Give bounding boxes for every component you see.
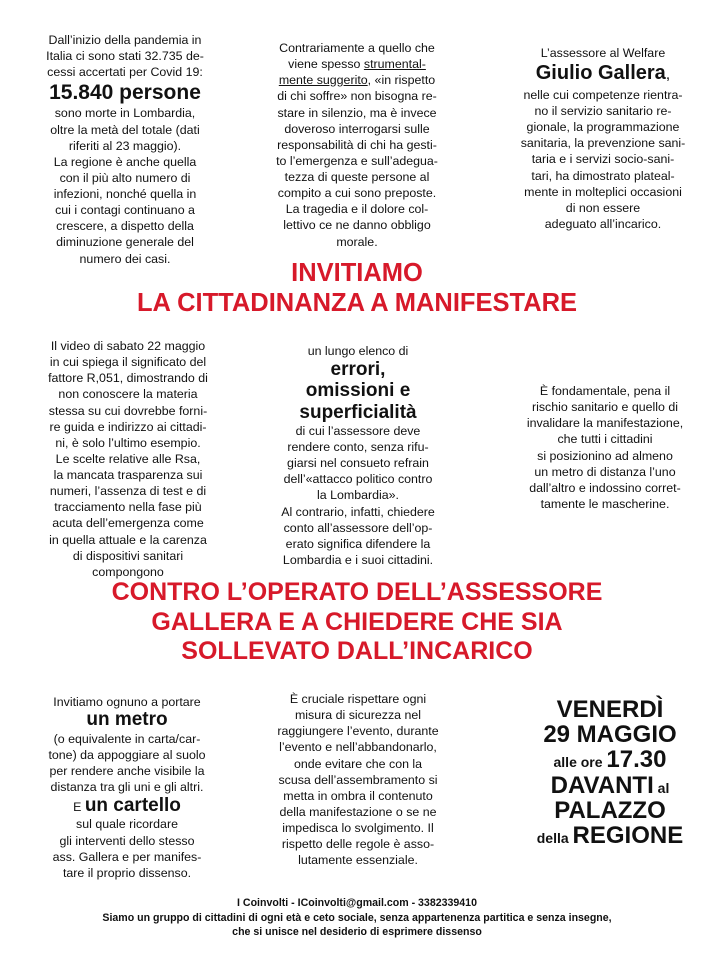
errors-highlight: errori, [330,359,386,381]
safety-line: invalidare la manifestazione, [526,416,684,431]
event-date: 29 MAGGIO [543,721,677,749]
errors-highlight: superficialità [299,401,417,423]
assessore-line: nelle cui competenze rientra- [523,87,683,102]
comma: , [665,66,671,84]
footer-description: Siamo un gruppo di cittadini di ogni età e ceto sociale, senza appartenenza partitica e senza insegne, [102,911,612,924]
video-column [18,338,238,580]
assessore-line: di non essere [565,200,641,215]
bring-line: sul quale ricordare [76,817,178,832]
headline-line: SOLLEVATO DALL’INCARICO [181,637,533,665]
errors-line: Lombardia e i suoi cittadini. [282,552,434,567]
video-line: stessa su cui dovrebbe forni- [48,403,208,418]
video-line: re guida e indirizzo ai cittadi- [49,419,207,434]
safety-line: si posizionino ad almeno [537,448,673,463]
errors-line: giarsi nel consueto refrain [287,456,429,471]
errors-line: dell’«attacco politico contro [283,472,433,487]
security-line: raggiungere l’evento, durante [277,724,439,739]
safety-line: che tutti i cittadini [557,432,653,447]
assessore-line: mente in molteplici occasioni [524,184,682,199]
bring-line: distanza tra gli uni e gli altri. [50,780,204,795]
event-front: DAVANTI [550,771,654,799]
safety-line: rischio sanitario e quello di [531,400,678,415]
event-time-line [520,747,700,772]
event-at: alle ore [553,754,607,771]
security-line: impedisca lo svolgimento. Il [282,821,434,835]
assessore-name: Giulio Gallera [535,62,666,85]
security-line: lutamente essenziale. [298,853,418,868]
assessore-column [503,45,703,232]
assessore-line: tari, ha dimostrato plateal- [531,168,675,183]
errors-highlight: omissioni e [305,380,411,402]
resp-line: responsabilità di chi ha gesti- [277,137,437,152]
security-column [258,691,458,868]
footer [0,896,714,940]
assessore-line: gionale, la programmazione [526,120,680,135]
event-al: al [653,779,670,796]
errors-line: conto all’assessore dell’op- [283,520,433,535]
resp-line [257,56,457,72]
security-line: metta in ombra il contenuto [283,788,433,803]
responsibility-column [257,40,457,250]
stats-line: con il più alto numero di [59,170,191,185]
bring-items-column [18,694,236,881]
resp-line: lettivo ce ne danno obbligo [283,218,431,233]
headline-line: CONTRO L’OPERATO DELL’ASSESSORE [111,578,603,606]
headline-invitation [0,258,714,318]
resp-line: to l’emergenza e sull’adegua- [276,153,438,168]
stats-line: oltre la metà del totale (dati [50,122,200,137]
resp-line: morale. [336,234,378,249]
assessore-name-line [503,62,703,86]
stats-line: sono morte in Lombardia, [54,106,196,121]
assessore-line: taria e i servizi socio-sani- [531,152,675,167]
event-palazzo: PALAZZO [554,796,666,824]
assessore-role: L’assessore al Welfare [540,46,666,60]
event-della: della [536,829,573,846]
footer-contact: I Coinvolti - ICoinvolti@gmail.com - 3382339410 [237,897,477,909]
stats-line: diminuzione generale del [56,235,194,250]
assessore-line: no il servizio sanitario re- [534,104,672,119]
resp-line: Contrariamente a quello che [279,41,435,55]
safety-line: un metro di distanza l’uno [534,464,676,479]
headline-line: INVITIAMO [291,259,423,287]
video-line: la mancata trasparenza sui [53,468,203,482]
video-line: tracciamento nella fase più [54,500,202,515]
headline-demand [0,578,714,667]
stats-line: cui i contagi continuano a [55,203,195,218]
event-day: VENERDÌ [556,696,664,723]
bring-line: ass. Gallera e per manifes- [52,849,202,864]
resp-line: compito a cui sono preposte. [277,186,437,201]
assessore-line: sanitaria, la prevenzione sani- [520,136,686,151]
errors-column [258,343,458,568]
errors-line: erato significa difendere la [285,536,431,551]
security-line: della manifestazione o se ne [279,804,437,819]
bring-line: tare il proprio dissenso. [62,865,192,880]
video-line: numeri, l’assenza di test e di [49,484,207,499]
errors-intro: un lungo elenco di [307,344,409,358]
safety-line: È fondamentale, pena il [539,384,671,398]
resp-line [257,72,457,88]
security-line: l’evento e nell’abbandonarlo, [279,740,437,755]
bring-line: tone) da appoggiare al suolo [48,748,206,763]
resp-text: , «in rispetto [367,73,436,88]
event-time: 17.30 [606,746,667,774]
resp-line: di chi soffre» non bisogna re- [277,89,437,104]
errors-line: Al contrario, infatti, chiedere [281,504,435,519]
event-regione-line [520,823,700,848]
video-line: acuta dell’emergenza come [52,516,204,531]
bring-cartello: un cartello [84,794,181,816]
video-line: non conoscere la materia [58,387,198,402]
pandemic-stats-column [20,32,230,267]
errors-line: rendere conto, senza rifu- [287,440,429,455]
security-line: rispetto delle regole è asso- [281,837,435,852]
video-line: fattore R,051, dimostrando di [48,371,208,386]
bring-line: gli interventi dello stesso [59,833,195,848]
bring-e: E [73,799,85,814]
video-line: in cui spiega il significato del [49,355,207,370]
bring-metro: un metro [86,709,168,731]
resp-line: tezza di queste persone al [284,170,430,184]
errors-line: di cui l’assessore deve [295,423,421,438]
event-front-line [520,773,700,798]
resp-line: La tragedia e il dolore col- [285,202,429,217]
video-line: in quella attuale e la carenza [49,532,207,547]
safety-column [505,383,705,512]
stats-intro-1: Dall’inizio della pandemia in [48,33,202,47]
stats-line: infezioni, nonché quella in [53,187,197,202]
bring-line: per rendere anche visibile la [49,764,205,779]
resp-line: doveroso interrogarsi sulle [284,121,430,136]
deaths-lombardy-highlight: 15.840 persone [49,81,201,105]
bring-intro: Invitiamo ognuno a portare [53,695,201,709]
headline-line: LA CITTADINANZA A MANIFESTARE [136,289,578,318]
stats-intro-3: cessi accertati per Covid 19: [47,65,203,80]
event-details [520,697,700,848]
resp-underlined: mente suggerito [278,73,368,88]
headline-line: GALLERA E A CHIEDERE CHE SIA [151,607,563,636]
stats-intro-2: Italia ci sono stati 32.735 de- [46,49,204,64]
security-line: onde evitare che con la [293,756,423,771]
video-line: ni, è solo l’ultimo esempio. [55,435,201,450]
video-line: di dispositivi sanitari [72,548,184,563]
security-line: È cruciale rispettare ogni [289,692,427,706]
safety-line: tamente le mascherine. [540,496,670,511]
bring-cartello-line [18,796,236,817]
bring-line: (o equivalente in carta/car- [53,732,201,747]
errors-line: la Lombardia». [317,488,399,503]
video-line: Il video di sabato 22 maggio [50,339,206,353]
security-line: scusa dell’assembramento si [278,772,438,787]
video-line: Le scelte relative alle Rsa, [55,451,201,466]
stats-line: numero dei casi. [79,251,171,266]
stats-line: crescere, a dispetto della [56,219,194,234]
assessore-line: adeguato all’incarico. [544,216,662,231]
footer-description: che si unisce nel desiderio di esprimere dissenso [232,926,482,939]
resp-text: viene spesso [288,57,364,72]
video-line: compongono [92,564,164,579]
event-regione: REGIONE [572,821,684,849]
security-line: misura di sicurezza nel [294,708,422,723]
safety-line: dall’altro e indossino corret- [529,480,681,495]
resp-underlined: strumental- [363,57,426,72]
stats-line: La regione è anche quella [53,154,197,169]
resp-line: stare in silenzio, ma è invece [277,105,437,120]
stats-line: riferiti al 23 maggio). [68,138,182,153]
